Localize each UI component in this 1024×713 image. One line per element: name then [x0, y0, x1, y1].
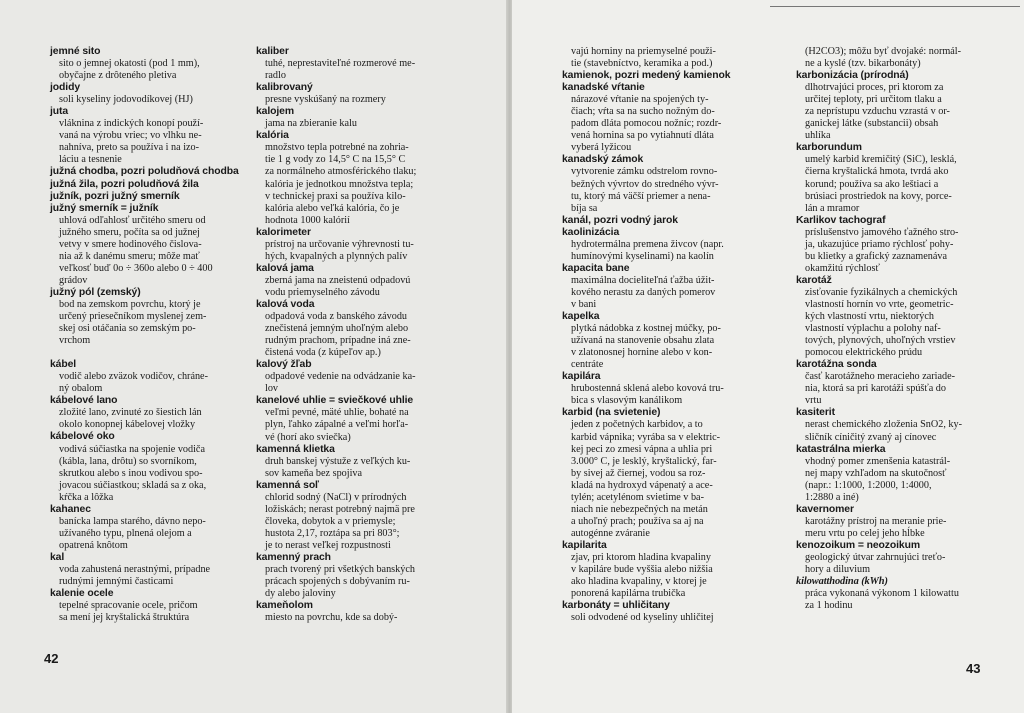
dictionary-entry	[796, 407, 1014, 443]
dictionary-entry	[562, 215, 782, 227]
top-rule	[770, 6, 1020, 7]
entry-term: kalibrovaný	[256, 82, 313, 94]
entry-term: jodidy	[50, 82, 80, 94]
dictionary-entry	[796, 444, 1014, 504]
entry-term: kenozoikum = neozoikum	[796, 539, 920, 551]
entry-definition: banícka lampa starého, dávno nepo- užívaného typu, plnená olejom a opatrená knôtom	[59, 515, 206, 551]
entry-term: karbonáty = uhličitany	[562, 600, 670, 612]
dictionary-entry	[50, 179, 250, 191]
dictionary-entry	[256, 359, 488, 395]
entry-definition: soli odvodené od kyseliny uhličitej	[571, 612, 714, 624]
entry-term: kanál, pozri vodný jarok	[562, 214, 678, 226]
entry-definition: vajú horniny na priemyselné použi- tie (stavebníctvo, keramika a pod.)	[571, 46, 716, 70]
left-page-number: 42	[44, 651, 59, 666]
entry-term: kapacita bane	[562, 262, 630, 274]
entry-term: karbid (na svietenie)	[562, 407, 661, 419]
entry-term: kalový žľab	[256, 359, 312, 371]
entry-definition: druh banskej výstuže z veľkých ku- sov kameňa bez spojiva	[265, 455, 411, 479]
dictionary-entry	[256, 227, 488, 263]
right-column-1	[562, 46, 782, 624]
right-column-2	[796, 46, 1014, 612]
dictionary-entry	[50, 191, 250, 203]
entry-definition: vláknina z indických konopí použí- vaná na výrobu vriec; vo vlhku ne- nahníva, preto sa používa i na izo- láciu a tesnenie	[59, 118, 204, 166]
entry-term: južný pól (zemský)	[50, 286, 141, 298]
entry-term: kamenná klietka	[256, 443, 335, 455]
entry-definition: (H2CO3); môžu byť dvojaké: normál- ne a kyslé (tzv. bikarbonáty)	[805, 46, 962, 70]
entry-term: kábel	[50, 359, 77, 371]
entry-definition: presne vyskúšaný na rozmery	[265, 94, 386, 106]
entry-term: kalenie ocele	[50, 588, 114, 600]
entry-definition: nerast chemického zloženia SnO2, ky- sličník cíničitý zvaný aj cínovec	[805, 419, 963, 443]
dictionary-entry	[796, 275, 1014, 359]
entry-definition: odpadová voda z banského závodu znečistená jemným uhoľným alebo rudným prachom, prípadne iná zne- čistená voda (z kúpeľov ap.)	[265, 311, 411, 359]
entry-definition: umelý karbid kremičitý (SiC), lesklá, čierna kryštalická hmota, tvrdá ako korund; používa sa ako leštiaci a brúsiaci prostriedok na kovy, porce- lán a mramor	[805, 154, 957, 214]
dictionary-entry	[50, 552, 250, 588]
entry-definition: vodivá súčiastka na spojenie vodiča (kábla, lana, drôtu) so svorníkom, skrutkou alebo s inou vodivou spo- jovacou súčiastkou; skladá sa z oka, kŕčka a lôžka	[59, 443, 207, 503]
entry-definition: vodič alebo zväzok vodičov, chráne- ný obalom	[59, 371, 208, 395]
dictionary-entry	[562, 70, 782, 82]
entry-definition: uhlová odľahlosť určitého smeru od južného smeru, počíta sa od južnej vetvy v smere hodinového čislova- nia až k danému smeru; môže mať veľkosť buď 0o ÷ 360o alebo 0 ÷ 400 grádov	[59, 214, 213, 286]
entry-definition: vytvorenie zámku odstrelom rovno- bežných vývrtov do stredného vývr- tu, ktorý má väčší priemer a nena- bíja sa	[571, 166, 719, 214]
entry-term: juta	[50, 106, 69, 118]
entry-spacer	[50, 347, 250, 359]
entry-term: južník, pozri južný smerník	[50, 190, 180, 202]
dictionary-entry	[50, 504, 250, 552]
dictionary-entry	[562, 540, 782, 600]
dictionary-entry	[256, 130, 488, 226]
dictionary-entry	[796, 359, 1014, 407]
entry-term: karotážna sonda	[796, 359, 877, 371]
entry-definition: časť karotážneho meracieho zariade- nia, ktorá sa pri karotáži spúšťa do vrtu	[805, 371, 955, 407]
entry-term: kaliber	[256, 46, 289, 57]
entry-definition: hydrotermálna premena živcov (napr. humínovými kyselinami) na kaolín	[571, 238, 724, 262]
entry-term: južná chodba, pozri poludňová chodba	[50, 166, 239, 178]
left-page	[0, 0, 508, 713]
dictionary-entry	[256, 82, 488, 106]
entry-term: kapilarita	[562, 539, 607, 551]
entry-term: kalória	[256, 130, 289, 142]
dictionary-entry	[256, 46, 488, 82]
dictionary-entry	[256, 600, 488, 624]
dictionary-entry	[562, 227, 782, 263]
dictionary-entry	[796, 70, 1014, 142]
entry-definition: dlhotrvajúci proces, pri ktorom za určitej teploty, pri určitom tlaku a za neprístupu vzduchu vzrastá v or- ganickej látke (substancii) obsah uhlíka	[805, 82, 950, 142]
entry-term: kanadský zámok	[562, 154, 644, 166]
entry-definition: tuhé, neprestaviteľné rozmerové me- radlo	[265, 58, 416, 82]
entry-definition: soli kyseliny jodovodíkovej (HJ)	[59, 94, 193, 106]
entry-term: karborundum	[796, 142, 862, 154]
dictionary-entry	[796, 540, 1014, 576]
entry-term: katastrálna mierka	[796, 443, 886, 455]
entry-definition: zberná jama na zneistenú odpadovú vodu priemyselného závodu	[265, 274, 411, 298]
entry-term: karbonizácia (prírodná)	[796, 70, 909, 82]
entry-definition: chlorid sodný (NaCl) v prírodných ložiskách; nerast potrebný najmä pre človeka, dobytok a v priemysle; hustota 2,17, roztápa sa pri 803°; je to nerast veľkej rozpustnosti	[265, 491, 415, 551]
entry-term: kábelové oko	[50, 431, 115, 443]
dictionary-entry	[796, 504, 1014, 540]
dictionary-entry	[562, 311, 782, 371]
entry-definition: bod na zemskom povrchu, ktorý je určený priesečníkom myslenej zem- skej osi otáčania so zemským po- vrchom	[59, 298, 207, 347]
entry-definition: jama na zbieranie kalu	[265, 118, 357, 130]
entry-definition: veľmi pevné, mäté uhlie, bohaté na plyn, ľahko zápalné a veľmi horľa- vé (horí ako sviečka)	[265, 407, 409, 443]
entry-definition: množstvo tepla potrebné na zohria- tie 1 g vody zo 14,5° C na 15,5° C za normálneho atmosférického tlaku; kalória je jednotkou množstva tepla; v technickej praxi sa používa kilo- kalória alebo veľká kalória, čo je hodnota 1000 kalórií	[265, 142, 417, 226]
entry-definition: sito o jemnej okatosti (pod 1 mm), obyčajne z drôteného pletiva	[59, 58, 200, 82]
entry-term: južný smerník = južník	[50, 202, 159, 214]
entry-definition: voda zahustená nerastnými, prípadne rudnými jemnými časticami	[59, 563, 211, 588]
entry-term: kamenná soľ	[256, 479, 319, 491]
entry-term: kalojem	[256, 106, 294, 118]
entry-term: kanelové uhlie = sviečkové uhlie	[256, 395, 414, 407]
dictionary-entry	[562, 154, 782, 214]
entry-definition: hrubostenná sklená alebo kovová tru- bica s vlasovým kanálikom	[571, 383, 724, 407]
dictionary-entry	[562, 263, 782, 311]
entry-term: kalorimeter	[256, 226, 311, 238]
entry-term: kapilára	[562, 371, 601, 383]
entry-term: kalová voda	[256, 298, 315, 310]
dictionary-entry	[562, 407, 782, 540]
entry-definition: jeden z početných karbidov, a to karbid vápnika; vyrába sa v elektric- kej peci zo zmesi vápna a uhlia pri 3.000° C, je lesklý, kryštalický, far- by sivej až čiernej, vodou sa roz- kladá na hydroxyd vápenatý a ace- tylén; acetylénom svietime v ba- niach nie nebezpečných na metán a uhoľný prach; používa sa aj na autogénne zváranie	[571, 419, 721, 539]
entry-term: kavernomer	[796, 503, 854, 515]
entry-term: kalová jama	[256, 262, 314, 274]
entry-term: kamienok, pozri medený kamienok	[562, 70, 731, 82]
dictionary-entry	[50, 359, 250, 395]
dictionary-entry	[50, 106, 250, 166]
entry-definition: tepelné spracovanie ocele, pričom sa mení jej kryštalická štruktúra	[59, 600, 198, 624]
entry-term: kaolinizácia	[562, 226, 620, 238]
entry-definition: zjav, pri ktorom hladina kvapaliny v kapiláre bude vyššia alebo nižšia ako hladina kvapaliny, v ktorej je ponorená kapilárna trubička	[571, 551, 713, 600]
dictionary-entry	[50, 287, 250, 347]
dictionary-entry	[256, 444, 488, 480]
entry-definition: zisťovanie fyzikálnych a chemických vlastností hornín vo vrte, geometric- kých vlastností vrtu, niektorých vlastností výplachu a polohy naf- tových, plynových, uhoľných vrstiev pomocou elektrického prúdu	[805, 286, 958, 359]
entry-term: karotáž	[796, 274, 832, 286]
entry-term: južná žila, pozri poludňová žila	[50, 178, 199, 190]
dictionary-entry	[256, 263, 488, 299]
entry-definition: vhodný pomer zmenšenia katastrál- nej mapy vzhľadom na skutočnosť (napr.: 1:1000, 1:2000, 1:4000, 1:2880 a iné)	[805, 455, 951, 503]
entry-term: kal	[50, 551, 65, 563]
entry-definition: prístroj na určovanie výhrevnosti tu- hých, kvapalných a plynných palív	[265, 238, 414, 262]
entry-definition: nárazové vŕtanie na spojených ty- čiach; vŕta sa na sucho nožným do- padom dláta pomocou nožníc; rozdr- vená hornina sa po vytiahnutí dláta vyberá lyžicou	[571, 94, 722, 154]
dictionary-entry	[256, 395, 488, 443]
dictionary-entry	[562, 82, 782, 154]
dictionary-entry	[50, 46, 250, 82]
entry-definition: prach tvorený pri všetkých banských prácach spojených s dobývaním ru- dy alebo jaloviny	[265, 564, 415, 600]
entry-term: kanadské vŕtanie	[562, 82, 645, 94]
entry-term: kamenný prach	[256, 551, 331, 563]
dictionary-entry	[50, 395, 250, 431]
entry-term: jemné sito	[50, 46, 101, 57]
entry-term: kasiterit	[796, 407, 835, 419]
entry-definition: miesto na povrchu, kde sa dobý-	[265, 612, 398, 624]
dictionary-entry	[562, 46, 782, 70]
dictionary-entry	[796, 142, 1014, 214]
dictionary-entry	[256, 480, 488, 552]
entry-term: kapelka	[562, 311, 600, 323]
dictionary-entry	[796, 46, 1014, 70]
dictionary-entry	[50, 82, 250, 106]
entry-definition: plytká nádobka z kostnej múčky, po- užívaná na stanovenie obsahu zlata v zlatonosnej hornine alebo v kon- centráte	[571, 323, 721, 371]
entry-term: kilowatthodina (kWh)	[796, 576, 888, 588]
dictionary-entry	[796, 215, 1014, 275]
entry-term: kameňolom	[256, 600, 313, 612]
left-column-2	[256, 46, 488, 624]
dictionary-entry	[256, 552, 488, 600]
entry-definition: maximálna docieliteľná ťažba úžit- kového nerastu za daných pomerov v bani	[571, 274, 716, 310]
entry-definition: geologický útvar zahrnujúci treťo- hory a diluvium	[805, 551, 946, 576]
entry-term: kahanec	[50, 503, 91, 515]
entry-definition: karotážny prístroj na meranie prie- meru vrtu po celej jeho hĺbke	[805, 515, 947, 539]
entry-definition: práca vykonaná výkonom 1 kilowattu za 1 hodinu	[805, 588, 959, 612]
dictionary-entry	[796, 576, 1014, 612]
entry-definition: odpadové vedenie na odvádzanie ka- lov	[265, 371, 416, 395]
dictionary-entry	[562, 600, 782, 624]
entry-term: kábelové lano	[50, 395, 118, 407]
dictionary-entry	[50, 166, 250, 178]
dictionary-entry	[50, 431, 250, 503]
entry-definition: zložité lano, zvinuté zo šiestich lán okolo konopnej kábelovej vložky	[59, 407, 202, 431]
entry-term: Karlikov tachograf	[796, 214, 886, 226]
left-column-1	[50, 46, 250, 624]
dictionary-entry	[256, 299, 488, 359]
dictionary-entry	[562, 371, 782, 407]
dictionary-entry	[50, 203, 250, 287]
entry-definition: príslušenstvo jamového ťažného stro- ja, ukazujúce priamo rýchlosť pohy- bu klietky a grafický zaznamenáva okamžitú rýchlosť	[805, 226, 959, 274]
dictionary-entry	[50, 588, 250, 624]
dictionary-entry	[256, 106, 488, 130]
right-page-number: 43	[966, 661, 981, 676]
right-page	[512, 0, 1024, 713]
